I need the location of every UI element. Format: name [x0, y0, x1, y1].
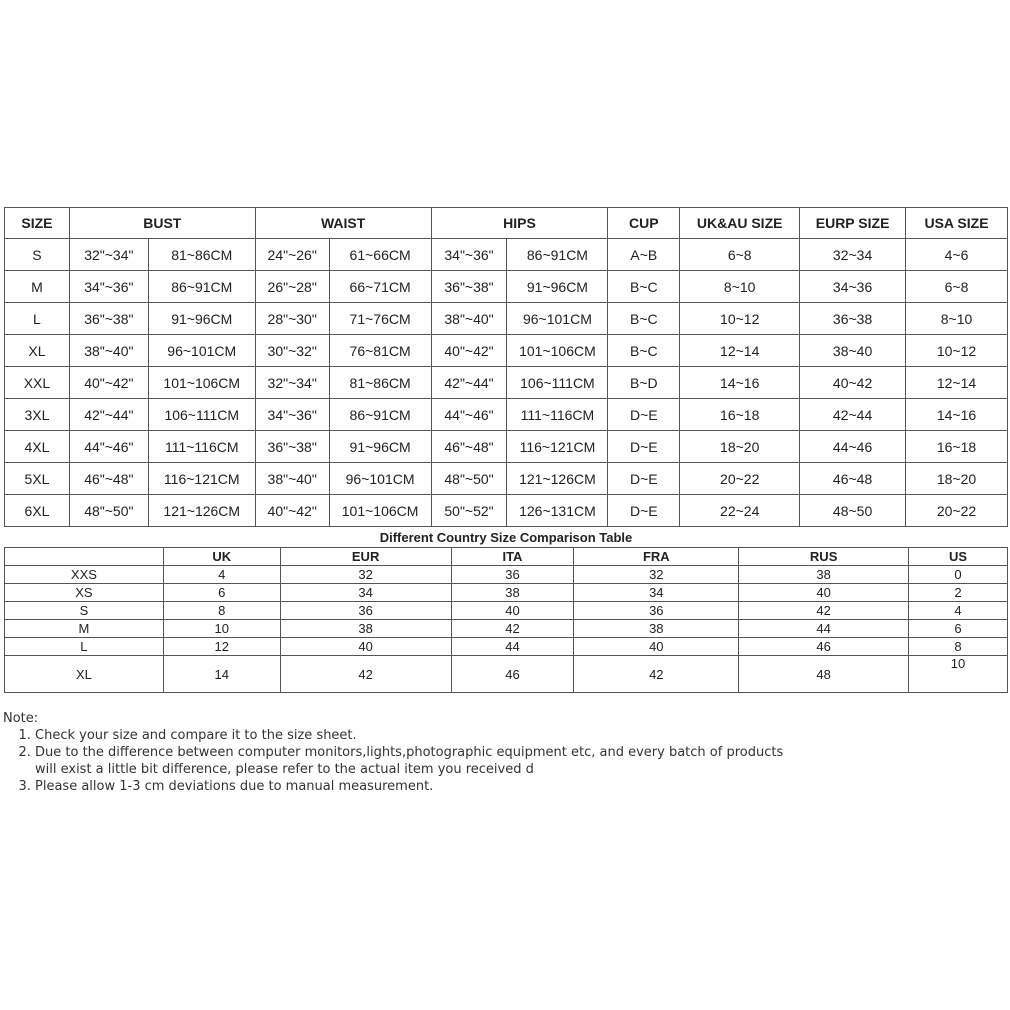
size-value-cell: 38"~40" [255, 463, 329, 495]
comparison-size-cell: S [5, 602, 164, 620]
size-value-cell: D~E [608, 431, 680, 463]
size-value-cell: 121~126CM [507, 463, 608, 495]
comparison-value-cell: 32 [280, 566, 451, 584]
size-value-cell: 40~42 [800, 367, 906, 399]
size-value-cell: 44~46 [800, 431, 906, 463]
size-value-cell: 20~22 [680, 463, 800, 495]
size-value-cell: B~C [608, 271, 680, 303]
size-value-cell: 50"~52" [431, 495, 507, 527]
comparison-header-uk: UK [163, 548, 280, 566]
comparison-value-cell: 48 [739, 656, 909, 693]
size-value-cell: 36"~38" [69, 303, 148, 335]
comparison-value-cell: 46 [451, 656, 574, 693]
size-value-cell: 34"~36" [431, 239, 507, 271]
size-chart-table [4, 207, 1008, 527]
size-value-cell: 36~38 [800, 303, 906, 335]
size-value-cell: 14~16 [906, 399, 1008, 431]
comparison-value-cell: 42 [451, 620, 574, 638]
size-value-cell: D~E [608, 495, 680, 527]
comparison-value-cell: 8 [163, 602, 280, 620]
size-label-cell: XL [5, 335, 70, 367]
size-value-cell: 40"~42" [431, 335, 507, 367]
size-value-cell: 22~24 [680, 495, 800, 527]
comparison-size-cell: XL [5, 656, 164, 693]
size-value-cell: D~E [608, 399, 680, 431]
comparison-value-cell: 46 [739, 638, 909, 656]
size-value-cell: 46"~48" [431, 431, 507, 463]
comparison-value-cell: 38 [451, 584, 574, 602]
comparison-value-cell: 38 [280, 620, 451, 638]
size-value-cell: 4~6 [906, 239, 1008, 271]
comparison-row [5, 584, 1008, 602]
size-value-cell: 36"~38" [431, 271, 507, 303]
size-value-cell: 12~14 [906, 367, 1008, 399]
size-value-cell: 14~16 [680, 367, 800, 399]
size-value-cell: 61~66CM [329, 239, 431, 271]
size-value-cell: 96~101CM [507, 303, 608, 335]
size-value-cell: 121~126CM [148, 495, 255, 527]
size-label-cell: XXL [5, 367, 70, 399]
comparison-value-cell: 40 [739, 584, 909, 602]
size-value-cell: 12~14 [680, 335, 800, 367]
comparison-value-cell: 42 [280, 656, 451, 693]
size-row [5, 495, 1008, 527]
size-value-cell: 34"~36" [69, 271, 148, 303]
size-value-cell: 111~116CM [148, 431, 255, 463]
comparison-header-blank [5, 548, 164, 566]
notes-list [3, 727, 795, 795]
size-value-cell: 81~86CM [148, 239, 255, 271]
size-label-cell: S [5, 239, 70, 271]
header-ukau-size: UK&AU SIZE [680, 208, 800, 239]
size-row [5, 399, 1008, 431]
size-row [5, 367, 1008, 399]
comparison-header-us: US [909, 548, 1008, 566]
size-value-cell: 71~76CM [329, 303, 431, 335]
size-label-cell: 4XL [5, 431, 70, 463]
size-value-cell: 86~91CM [148, 271, 255, 303]
size-value-cell: 46~48 [800, 463, 906, 495]
note-item: 2. Due to the difference between computer monitors,lights,photographic equipment etc, and every batch of products will exist a little bit difference, please refer to the actual item you received d [35, 744, 795, 778]
size-value-cell: 126~131CM [507, 495, 608, 527]
size-label-cell: L [5, 303, 70, 335]
comparison-value-cell: 2 [909, 584, 1008, 602]
size-value-cell: 46"~48" [69, 463, 148, 495]
size-value-cell: 44"~46" [69, 431, 148, 463]
size-chart-header-row [5, 208, 1008, 239]
comparison-value-cell: 40 [574, 638, 739, 656]
size-value-cell: 91~96CM [507, 271, 608, 303]
comparison-size-cell: M [5, 620, 164, 638]
size-label-cell: M [5, 271, 70, 303]
header-size: SIZE [5, 208, 70, 239]
size-value-cell: 42~44 [800, 399, 906, 431]
size-value-cell: 40"~42" [69, 367, 148, 399]
comparison-value-cell: 4 [163, 566, 280, 584]
size-value-cell: 38~40 [800, 335, 906, 367]
size-value-cell: B~D [608, 367, 680, 399]
size-row [5, 431, 1008, 463]
comparison-value-cell: 44 [451, 638, 574, 656]
comparison-value-cell: 6 [163, 584, 280, 602]
size-value-cell: 111~116CM [507, 399, 608, 431]
size-value-cell: 16~18 [906, 431, 1008, 463]
size-value-cell: D~E [608, 463, 680, 495]
size-value-cell: 34"~36" [255, 399, 329, 431]
size-value-cell: 24"~26" [255, 239, 329, 271]
size-label-cell: 6XL [5, 495, 70, 527]
header-cup: CUP [608, 208, 680, 239]
header-eurp-size: EURP SIZE [800, 208, 906, 239]
size-value-cell: 101~106CM [507, 335, 608, 367]
note-item: 3. Please allow 1-3 cm deviations due to manual measurement. [35, 778, 795, 795]
comparison-value-cell: 36 [451, 566, 574, 584]
comparison-table-title: Different Country Size Comparison Table [379, 530, 633, 545]
size-value-cell: 86~91CM [329, 399, 431, 431]
comparison-row [5, 620, 1008, 638]
size-value-cell: 30"~32" [255, 335, 329, 367]
size-value-cell: 101~106CM [329, 495, 431, 527]
comparison-value-cell: 36 [574, 602, 739, 620]
comparison-value-cell: 4 [909, 602, 1008, 620]
comparison-row [5, 656, 1008, 693]
header-hips: HIPS [431, 208, 608, 239]
size-row [5, 463, 1008, 495]
size-value-cell: 10~12 [680, 303, 800, 335]
comparison-value-cell: 40 [451, 602, 574, 620]
comparison-value-cell: 36 [280, 602, 451, 620]
comparison-value-cell: 38 [574, 620, 739, 638]
comparison-value-cell: 40 [280, 638, 451, 656]
comparison-header-row [5, 548, 1008, 566]
size-value-cell: 38"~40" [431, 303, 507, 335]
size-value-cell: B~C [608, 335, 680, 367]
comparison-header-ita: ITA [451, 548, 574, 566]
size-value-cell: 26"~28" [255, 271, 329, 303]
size-row [5, 239, 1008, 271]
size-value-cell: 28"~30" [255, 303, 329, 335]
comparison-value-cell: 34 [280, 584, 451, 602]
note-item: 1. Check your size and compare it to the size sheet. [35, 727, 795, 744]
size-value-cell: 20~22 [906, 495, 1008, 527]
comparison-value-cell: 34 [574, 584, 739, 602]
size-value-cell: 38"~40" [69, 335, 148, 367]
size-value-cell: 16~18 [680, 399, 800, 431]
size-value-cell: 40"~42" [255, 495, 329, 527]
comparison-row [5, 566, 1008, 584]
header-bust: BUST [69, 208, 255, 239]
comparison-value-cell: 38 [739, 566, 909, 584]
size-value-cell: 36"~38" [255, 431, 329, 463]
size-value-cell: 106~111CM [507, 367, 608, 399]
size-value-cell: 91~96CM [148, 303, 255, 335]
comparison-header-rus: RUS [739, 548, 909, 566]
size-value-cell: 18~20 [906, 463, 1008, 495]
comparison-value-cell: 0 [909, 566, 1008, 584]
size-value-cell: 6~8 [906, 271, 1008, 303]
comparison-value-cell: 6 [909, 620, 1008, 638]
comparison-value-cell: 44 [739, 620, 909, 638]
comparison-header-fra: FRA [574, 548, 739, 566]
comparison-value-cell: 32 [574, 566, 739, 584]
size-value-cell: 32"~34" [69, 239, 148, 271]
size-row [5, 335, 1008, 367]
size-value-cell: 91~96CM [329, 431, 431, 463]
size-value-cell: 34~36 [800, 271, 906, 303]
size-value-cell: 86~91CM [507, 239, 608, 271]
comparison-size-cell: XXS [5, 566, 164, 584]
size-value-cell: 6~8 [680, 239, 800, 271]
size-value-cell: 48"~50" [431, 463, 507, 495]
comparison-value-cell: 10 [163, 620, 280, 638]
header-usa-size: USA SIZE [906, 208, 1008, 239]
comparison-value-cell: 14 [163, 656, 280, 693]
size-value-cell: 32~34 [800, 239, 906, 271]
size-value-cell: A~B [608, 239, 680, 271]
size-value-cell: 42"~44" [69, 399, 148, 431]
size-value-cell: B~C [608, 303, 680, 335]
notes-section [3, 710, 795, 795]
comparison-value-cell: 42 [739, 602, 909, 620]
size-value-cell: 42"~44" [431, 367, 507, 399]
size-value-cell: 44"~46" [431, 399, 507, 431]
size-value-cell: 48"~50" [69, 495, 148, 527]
size-value-cell: 18~20 [680, 431, 800, 463]
comparison-value-cell: 8 [909, 638, 1008, 656]
size-value-cell: 96~101CM [148, 335, 255, 367]
size-row [5, 303, 1008, 335]
comparison-size-cell: XS [5, 584, 164, 602]
size-value-cell: 8~10 [906, 303, 1008, 335]
comparison-table [4, 547, 1008, 693]
header-waist: WAIST [255, 208, 431, 239]
comparison-row [5, 602, 1008, 620]
comparison-row [5, 638, 1008, 656]
size-value-cell: 106~111CM [148, 399, 255, 431]
size-value-cell: 76~81CM [329, 335, 431, 367]
size-value-cell: 10~12 [906, 335, 1008, 367]
comparison-value-cell: 12 [163, 638, 280, 656]
size-value-cell: 116~121CM [148, 463, 255, 495]
comparison-value-cell: 10 [909, 656, 1008, 693]
size-row [5, 271, 1008, 303]
size-label-cell: 5XL [5, 463, 70, 495]
size-value-cell: 66~71CM [329, 271, 431, 303]
comparison-header-eur: EUR [280, 548, 451, 566]
size-value-cell: 32"~34" [255, 367, 329, 399]
size-value-cell: 81~86CM [329, 367, 431, 399]
size-label-cell: 3XL [5, 399, 70, 431]
comparison-size-cell: L [5, 638, 164, 656]
size-value-cell: 96~101CM [329, 463, 431, 495]
comparison-value-cell: 42 [574, 656, 739, 693]
size-value-cell: 8~10 [680, 271, 800, 303]
size-value-cell: 101~106CM [148, 367, 255, 399]
size-value-cell: 116~121CM [507, 431, 608, 463]
notes-heading: Note: [3, 711, 39, 726]
size-value-cell: 48~50 [800, 495, 906, 527]
